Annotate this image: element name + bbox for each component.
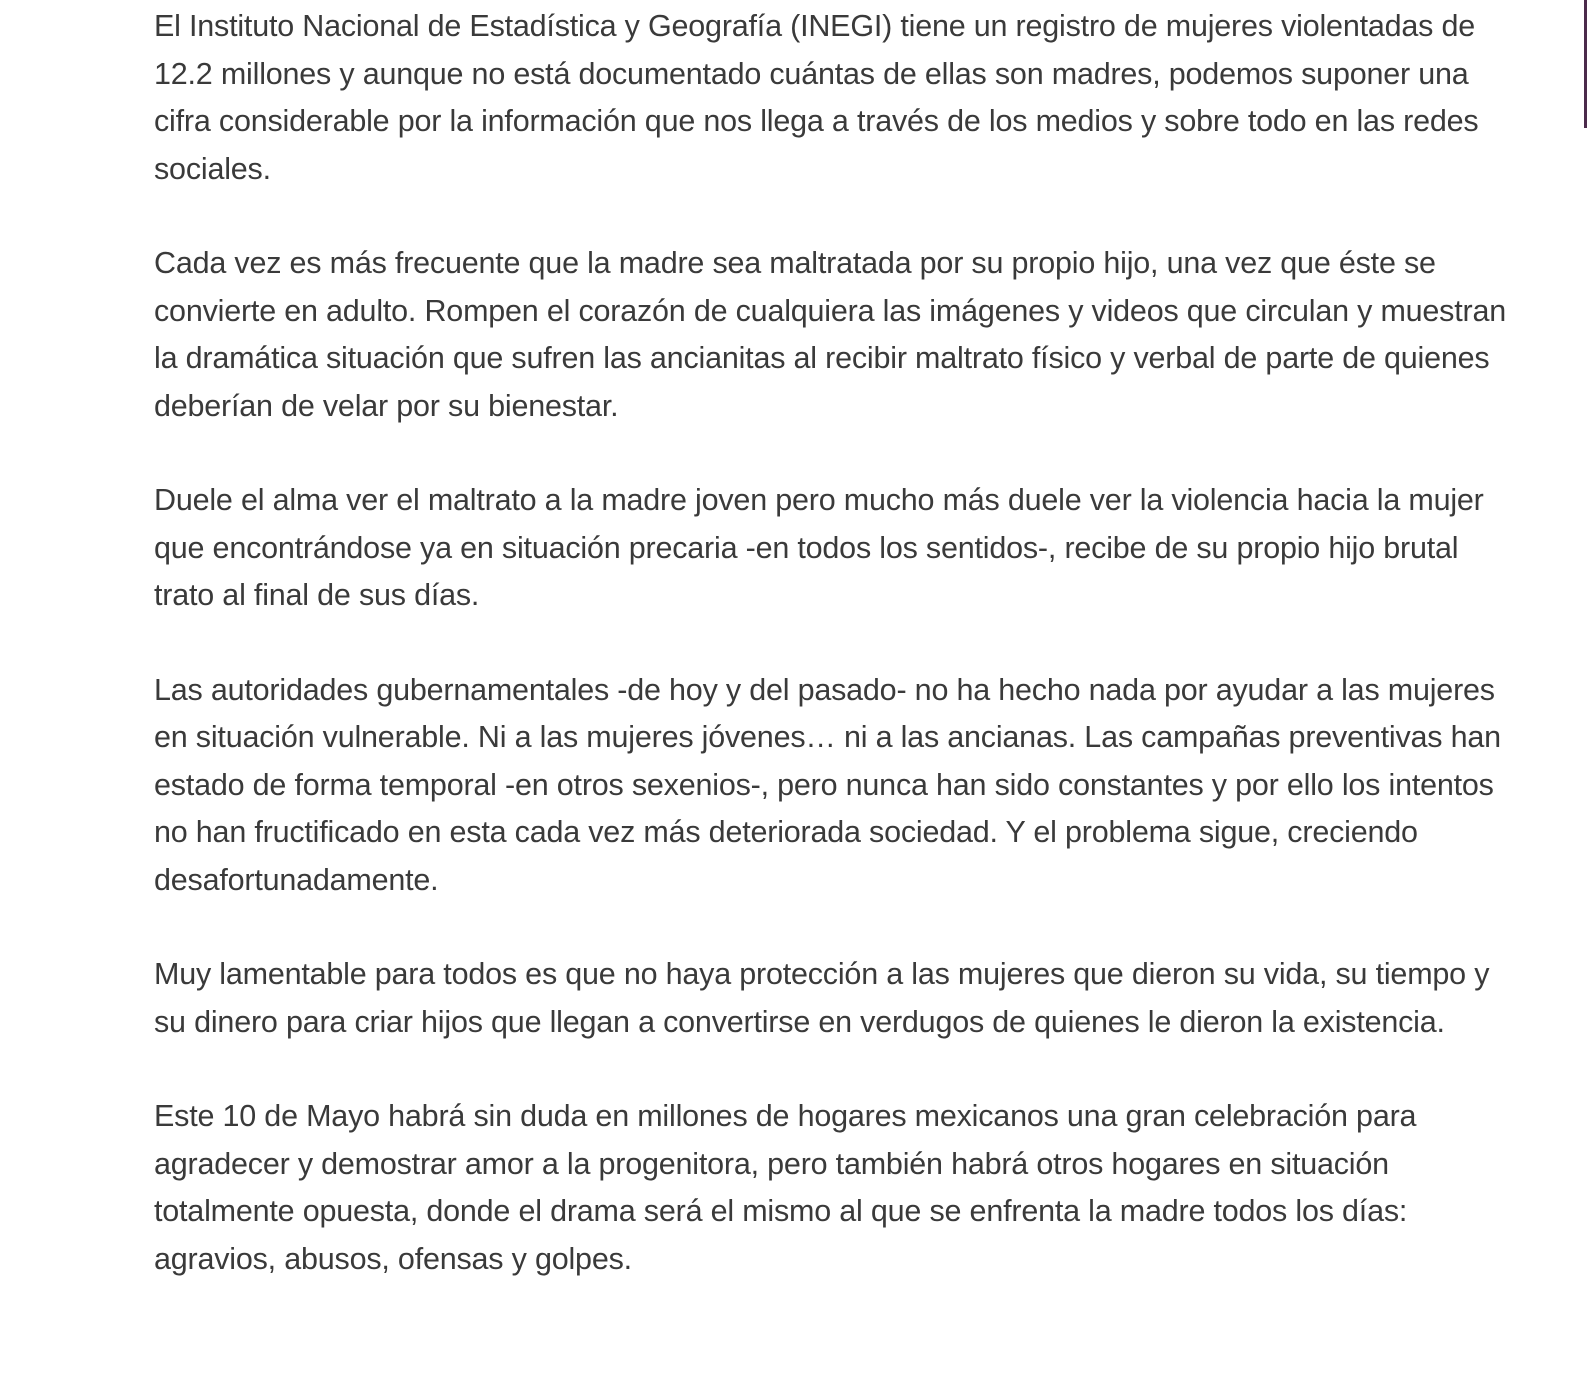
paragraph-1: El Instituto Nacional de Estadística y Geografía (INEGI) tiene un registro de mujeres violentadas de 12.2 millones y aunque no está documentado cuántas de ellas son madres, podemos suponer una cifra considerable por la información que nos llega a través de los medios y sobre todo en las redes sociales.	[154, 9, 1479, 186]
article-body	[154, 0, 1526, 1283]
paragraph-6: Este 10 de Mayo habrá sin duda en millones de hogares mexicanos una gran celebración para agradecer y demostrar amor a la progenitora, pero también habrá otros hogares en situación totalmente opuesta, donde el drama será el mismo al que se enfrenta la madre todos los días: agravios, abusos, ofensas y golpes.	[154, 1099, 1417, 1276]
paragraph-3: Duele el alma ver el maltrato a la madre joven pero mucho más duele ver la violencia hacia la mujer que encontrándose ya en situación precaria -en todos los sentidos-, recibe de su propio hijo brutal trato al final de sus días.	[154, 483, 1484, 612]
paragraph-5: Muy lamentable para todos es que no haya protección a las mujeres que dieron su vida, su tiempo y su dinero para criar hijos que llegan a convertirse en verdugos de quienes le dieron la existencia.	[154, 957, 1490, 1039]
paragraph-2: Cada vez es más frecuente que la madre sea maltratada por su propio hijo, una vez que éste se convierte en adulto. Rompen el corazón de cualquiera las imágenes y videos que circulan y muestran la dramática situación que sufren las ancianitas al recibir maltrato físico y verbal de parte de quienes deberían de velar por su bienestar.	[154, 246, 1506, 423]
paragraph-4: Las autoridades gubernamentales -de hoy y del pasado- no ha hecho nada por ayudar a las mujeres en situación vulnerable. Ni a las mujeres jóvenes… ni a las ancianas. Las campañas preventivas han estado de forma temporal -en otros sexenios-, pero nunca han sido constantes y por ello los intentos no han fructificado en esta cada vez más deteriorada sociedad. Y el problema sigue, creciendo desafortunadamente.	[154, 672, 1501, 897]
